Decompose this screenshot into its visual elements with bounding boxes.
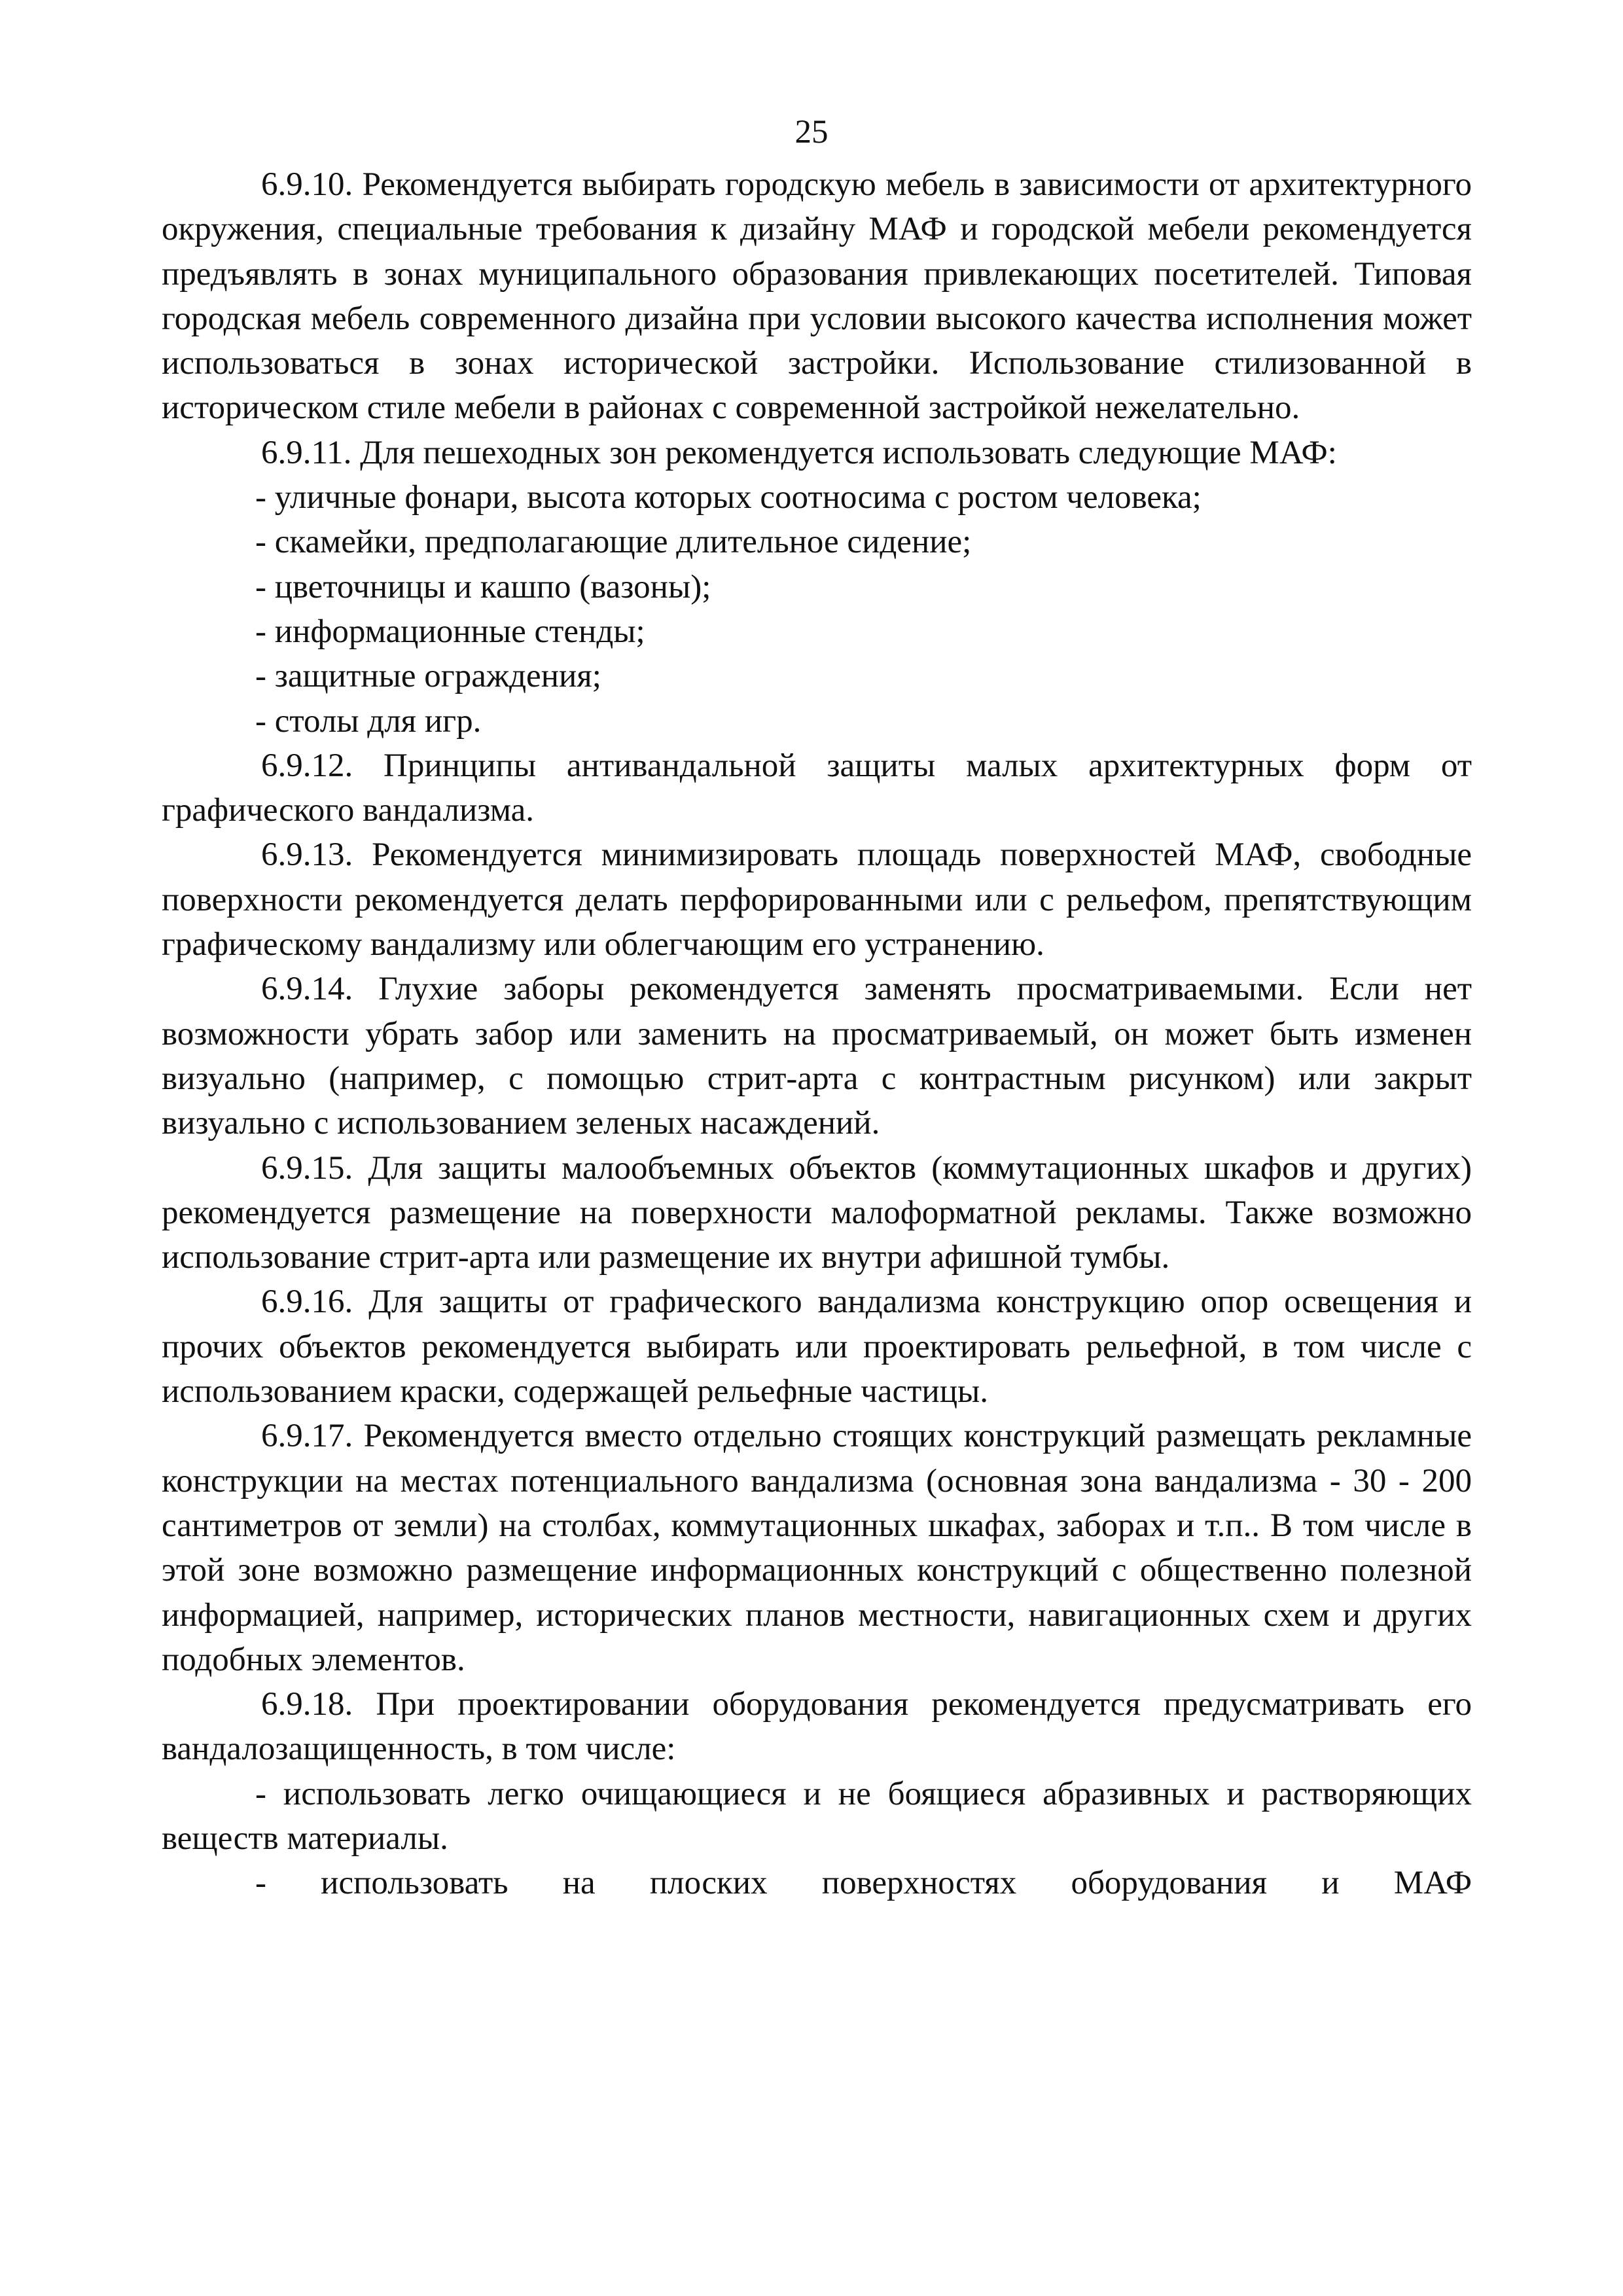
paragraph-6-9-14: 6.9.14. Глухие заборы рекомендуется заменять просматриваемыми. Если нет возможности убрать забор или заменить на просматриваемый, он может быть изменен визуально (например, с помощью стрит-арта с контрастным рисунком) или закрыт визуально с использованием зеленых насаждений. — [162, 971, 1472, 1142]
document-body — [162, 162, 1472, 1906]
paragraph-6-9-18: 6.9.18. При проектировании оборудования рекомендуется предусматривать его вандалозащищенность, в том числе: — [162, 1686, 1472, 1768]
paragraph-6-9-12: 6.9.12. Принципы антивандальной защиты малых архитектурных форм от графического вандализма. — [162, 747, 1472, 829]
list-item: - защитные ограждения; — [255, 658, 601, 695]
list-item: - уличные фонари, высота которых соотносима с ростом человека; — [255, 479, 1202, 516]
list-item: - информационные стенды; — [255, 613, 645, 650]
list-item: - цветочницы и кашпо (вазоны); — [255, 568, 711, 605]
list-item: - скамейки, предполагающие длительное сидение; — [255, 524, 972, 561]
list-item: - столы для игр. — [255, 702, 482, 740]
paragraph-6-9-10: 6.9.10. Рекомендуется выбирать городскую мебель в зависимости от архитектурного окружения, специальные требования к дизайну МАФ и городской мебели рекомендуется предъявлять в зонах муниципального образования привлекающих посетителей. Типовая городская мебель современного дизайна при условии высокого качества исполнения может использоваться в зонах исторической застройки. Использование стилизованной в историческом стиле мебели в районах с современной застройкой нежелательно. — [162, 166, 1472, 427]
paragraph-6-9-15: 6.9.15. Для защиты малообъемных объектов (коммутационных шкафов и других) рекомендуется размещение на поверхности малоформатной рекламы. Также возможно использование стрит-арта или размещение их внутри афишной тумбы. — [162, 1149, 1472, 1276]
list-item: - использовать легко очищающиеся и не боящиеся абразивных и растворяющих веществ материалы. — [162, 1775, 1472, 1857]
paragraph-6-9-11: 6.9.11. Для пешеходных зон рекомендуется использовать следующие МАФ: — [261, 434, 1337, 471]
paragraph-6-9-13: 6.9.13. Рекомендуется минимизировать площадь поверхностей МАФ, свободные поверхности рекомендуется делать перфорированными или с рельефом, препятствующим графическому вандализму или облегчающим его устранению. — [162, 836, 1472, 963]
paragraph-6-9-17: 6.9.17. Рекомендуется вместо отдельно стоящих конструкций размещать рекламные конструкции на местах потенциального вандализма (основная зона вандализма - 30 - 200 сантиметров от земли) на столбах, коммутационных шкафах, заборах и т.п.. В том числе в этой зоне возможно размещение информационных конструкций с общественно полезной информацией, например, исторических планов местности, навигационных схем и других подобных элементов. — [162, 1418, 1472, 1678]
list-item: - использовать на плоских поверхностях оборудования и МАФ — [255, 1865, 1472, 1902]
page-number: 25 — [794, 114, 829, 151]
paragraph-6-9-16: 6.9.16. Для защиты от графического вандализма конструкцию опор освещения и прочих объектов рекомендуется выбирать или проектировать рельефной, в том числе с использованием краски, содержащей рельефные частицы. — [162, 1283, 1472, 1410]
